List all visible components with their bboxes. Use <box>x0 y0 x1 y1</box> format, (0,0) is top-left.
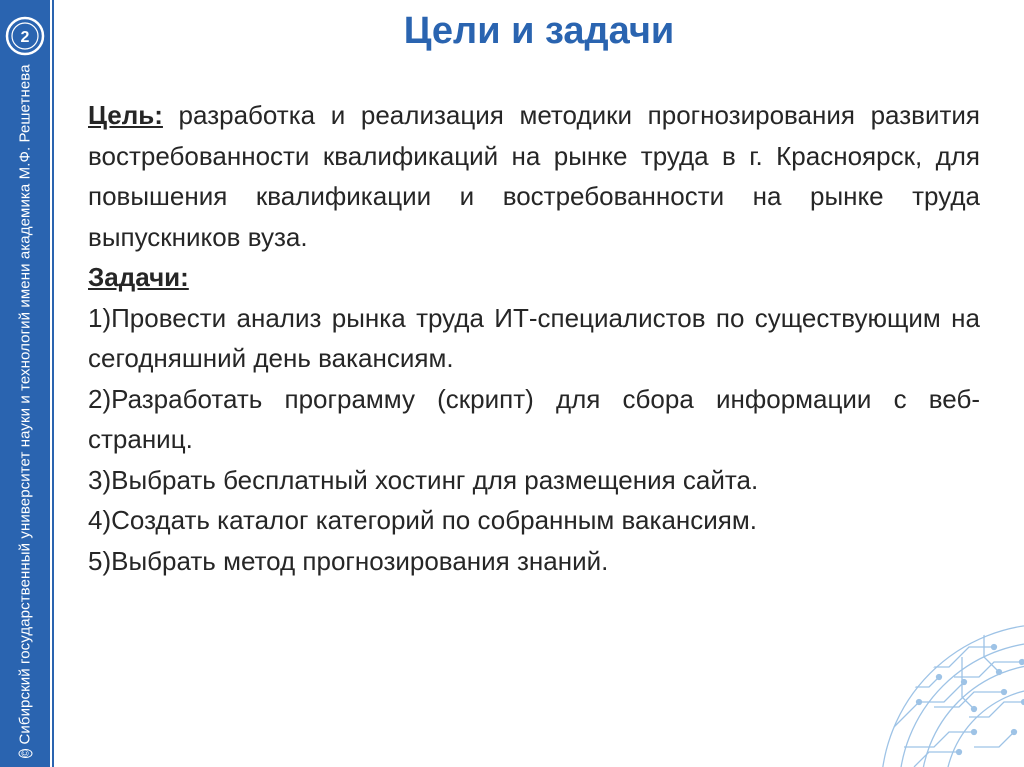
copyright-icon: © <box>20 749 31 757</box>
slide-number: 2 <box>20 29 30 46</box>
tasks-heading <box>88 257 980 298</box>
slide-body <box>88 95 980 581</box>
organization-name <box>16 64 34 758</box>
goal-label: Цель: <box>88 100 163 130</box>
goal-text: разработка и реализация методики прогнозирования развития востребованности квалификаций на рынке труда в г. Красноярск, для повышения квалификации и востребованности на рынке труда выпускников вуза. <box>88 100 980 252</box>
task-item: 5)Выбрать метод прогнозирования знаний. <box>88 545 609 576</box>
university-logo-icon <box>5 16 45 56</box>
task-item: 2)Разработать программу (скрипт) для сбора информации с веб-страниц. <box>88 383 980 454</box>
slide-title: Цели и задачи <box>403 10 675 52</box>
task-item: 4)Создать каталог категорий по собранным вакансиям. <box>88 505 757 535</box>
goal-paragraph <box>88 95 980 257</box>
circuit-decor-icon <box>874 607 1024 767</box>
sidebar-divider-line <box>52 0 54 767</box>
task-item: 1)Провести анализ рынка труда ИТ-специалистов по существующим на сегодняшний день вакансиям. <box>88 302 980 373</box>
tasks-label: Задачи: <box>88 262 189 292</box>
task-item: 3)Выбрать бесплатный хостинг для размещения сайта. <box>88 464 759 495</box>
organization-text: Сибирский государственный университет науки и технологий имени академика М.Ф. Решетнева <box>16 64 34 745</box>
